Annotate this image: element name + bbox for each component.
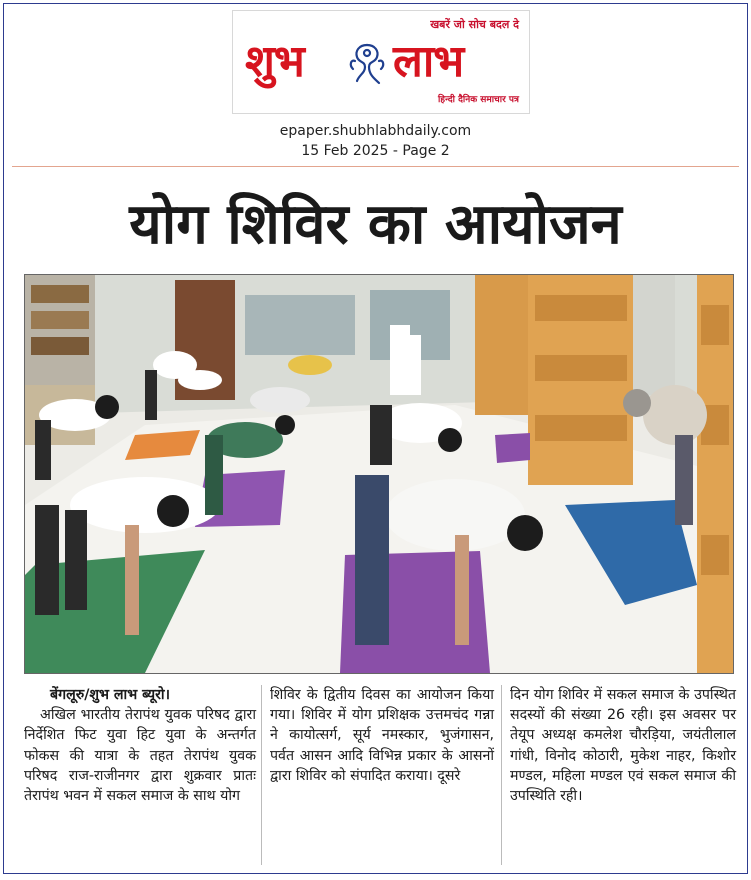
article-column-1-text: अखिल भारतीय तेरापंथ युवक परिषद द्वारा निर्देशित फिट युवा हिट युवा के अन्तर्गत फोकस की यात्रा के तहत तेरापंथ युवक परिषद राज-राजीनगर द्वारा शुक्रवार प्रातः तेरापंथ भवन में सकल समाज के साथ योग [24,707,256,805]
edition-date-page: 15 Feb 2025 - Page 2 [301,143,450,159]
article-column-2-text: शिविर के द्वितीय दिवस का आयोजन किया गया। शिविर में योग प्रशिक्षक उत्तमचंद गन्ना ने कायोत्सर्ग, सूर्य नमस्कार, भुजंगासन, पर्वत आसन आदि विभिन्न प्रकार के आसनों द्वारा शिविर को संपादित कराया। दूसरे [270,687,494,784]
masthead-logo [232,10,530,114]
column-divider-2 [501,685,502,865]
masthead-tagline: खबरें जो सोच बदल दे [430,18,519,31]
newspaper-page [3,3,748,874]
article-photo [24,274,734,674]
article-column-1 [24,685,256,806]
article-dateline: बेंगलूरु/शुभ लाभ ब्यूरो। [50,687,170,703]
article-headline: योग शिविर का आयोजन [129,192,622,257]
edition-meta [4,121,747,161]
article-column-3-text: दिन योग शिविर में सकल समाज के उपस्थित सदस्यों की संख्या 26 रही। इस अवसर पर तेयूप अध्यक्ष कमलेश चौरड़िया, जयंतीलाल गांधी, विनोद कोठारी, मुकेश नाहर, किशोर मण्डल, महिला मण्डल एवं सकल समाज की उपस्थिति रही। [510,687,736,805]
column-divider-1 [261,685,262,865]
ganesh-icon [345,39,389,89]
masthead-name-left: शुभ [245,36,304,87]
article-column-2 [270,685,494,786]
article-column-3 [510,685,736,806]
yoga-session-photo [25,275,733,673]
masthead-rule [12,166,739,167]
masthead-name-right: लाभ [393,36,464,87]
epaper-site: epaper.shubhlabhdaily.com [279,123,472,139]
masthead-subline: हिन्दी दैनिक समाचार पत्र [437,95,519,105]
